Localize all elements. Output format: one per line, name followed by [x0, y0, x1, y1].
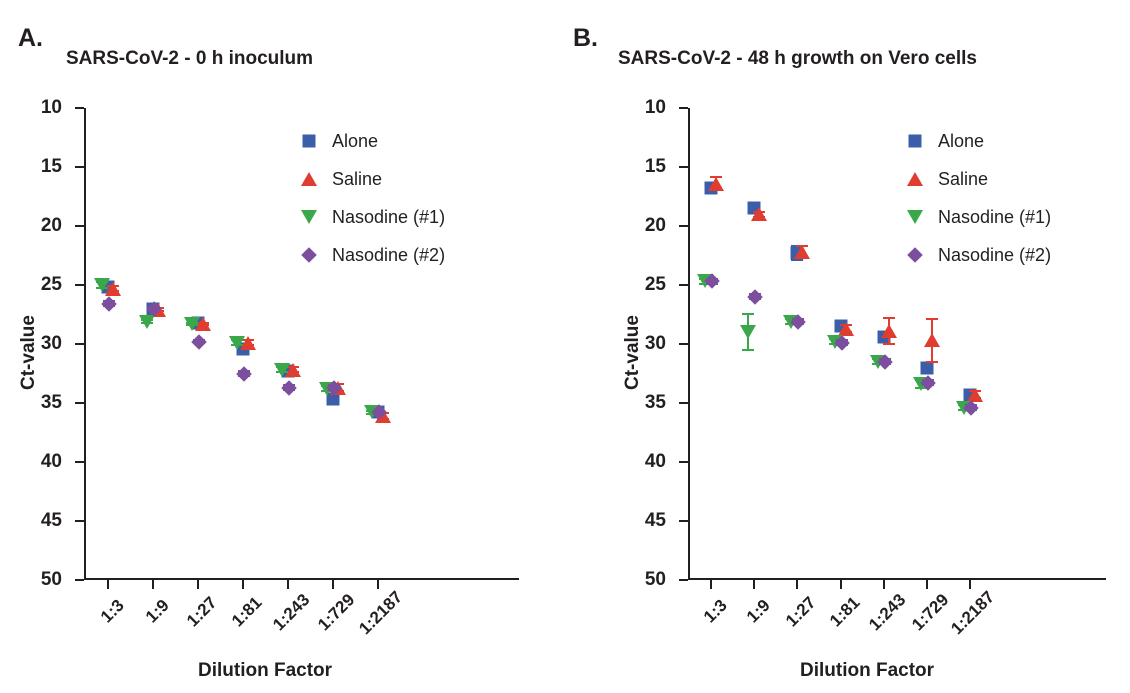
y-axis-tick — [40, 97, 84, 118]
y-axis-tick-label: 15 — [40, 156, 62, 177]
x-axis-tick-label: 1:2187 — [354, 587, 406, 639]
y-axis-tick — [644, 392, 688, 413]
x-axis-tick — [825, 580, 864, 631]
legend-item — [904, 122, 1051, 160]
x-axis-tick — [947, 580, 999, 639]
data-point-marker — [301, 247, 317, 263]
panel-a-y-axis — [84, 108, 86, 580]
data-point-marker — [747, 289, 763, 305]
x-axis-tick-label: 1:3 — [699, 595, 731, 627]
error-bar-cap — [883, 317, 895, 319]
y-axis-tick — [644, 274, 688, 295]
legend-square-icon — [904, 130, 926, 152]
data-point-marker — [101, 296, 117, 312]
data-point-marker — [907, 247, 923, 263]
panel-a-legend — [298, 122, 445, 274]
panel-b — [565, 0, 1130, 693]
y-axis-tick-label: 40 — [644, 451, 666, 472]
panel-b-y-axis-label: Ct-value — [622, 315, 643, 390]
legend-triangle-down-icon — [298, 206, 320, 228]
data-point-marker — [907, 172, 923, 186]
panel-a-letter: A. — [18, 24, 43, 52]
y-axis-tick-label: 15 — [644, 156, 666, 177]
panel-b-title: SARS-CoV-2 - 48 h growth on Vero cells — [618, 48, 977, 69]
legend-diamond-icon — [904, 244, 926, 266]
legend-square-icon — [298, 130, 320, 152]
panel-b-y-axis — [688, 108, 690, 580]
panel-b-letter: B. — [573, 24, 598, 52]
data-point-marker — [281, 380, 297, 396]
legend-item — [298, 122, 445, 160]
x-axis-tick — [182, 580, 221, 631]
data-point-marker — [229, 336, 245, 350]
y-axis-tick — [40, 274, 84, 295]
y-axis-tick — [40, 215, 84, 236]
error-bar-cap — [926, 318, 938, 320]
x-axis-tick-label: 1:243 — [864, 590, 910, 635]
x-axis-tick-label: 1:729 — [908, 590, 953, 635]
legend-item — [904, 160, 1051, 198]
y-axis-tick-label: 45 — [644, 510, 666, 531]
y-axis-tick-label: 45 — [40, 510, 62, 531]
y-axis-tick-label: 10 — [40, 97, 62, 118]
panel-b-legend — [904, 122, 1051, 274]
data-point-marker — [909, 135, 922, 148]
legend-diamond-icon — [298, 244, 320, 266]
x-axis-tick-label: 1:9 — [141, 595, 173, 627]
legend-item-label: Nasodine (#2) — [332, 244, 446, 265]
error-bar-cap — [926, 361, 938, 363]
legend-item-label: Saline — [332, 168, 383, 189]
legend-item-label: Nasodine (#2) — [938, 244, 1052, 265]
data-point-marker — [139, 315, 155, 329]
legend-item — [904, 236, 1051, 274]
data-point-marker — [301, 172, 317, 186]
data-point-marker — [708, 177, 724, 191]
x-axis-tick — [908, 580, 953, 635]
x-axis-tick — [313, 580, 359, 635]
x-axis-tick-label: 1:27 — [782, 592, 820, 631]
legend-triangle-down-icon — [904, 206, 926, 228]
y-axis-tick-label: 50 — [40, 569, 62, 590]
y-axis-tick-label: 35 — [40, 392, 62, 413]
y-axis-tick — [40, 510, 84, 531]
panel-b-x-axis-label: Dilution Factor — [800, 660, 935, 681]
x-axis-tick — [96, 580, 128, 627]
panel-b-x-axis — [688, 578, 1106, 580]
legend-item — [298, 198, 445, 236]
panel-a-y-axis-label: Ct-value — [18, 315, 39, 390]
legend-item — [298, 236, 445, 274]
x-axis-tick-label: 1:81 — [227, 592, 266, 631]
data-point-marker — [191, 334, 207, 350]
data-point-marker — [920, 361, 933, 374]
data-point-marker — [184, 317, 200, 331]
legend-item-label: Nasodine (#1) — [938, 206, 1052, 227]
data-point-marker — [838, 322, 854, 336]
x-axis-tick — [141, 580, 173, 627]
y-axis-tick — [644, 569, 688, 590]
y-axis-tick-label: 30 — [644, 333, 666, 354]
data-point-marker — [751, 207, 767, 221]
y-axis-tick-label: 35 — [644, 392, 666, 413]
x-axis-tick-label: 1:729 — [313, 590, 359, 635]
y-axis-tick — [40, 333, 84, 354]
y-axis-tick-label: 40 — [40, 451, 62, 472]
data-point-marker — [967, 388, 983, 402]
y-axis-tick — [644, 333, 688, 354]
y-axis-tick-label: 50 — [644, 569, 666, 590]
x-axis-tick-label: 1:3 — [96, 595, 128, 627]
y-axis-tick — [644, 215, 688, 236]
y-axis-tick — [40, 569, 84, 590]
data-point-marker — [94, 278, 110, 292]
y-axis-tick-label: 20 — [644, 215, 666, 236]
y-axis-tick — [644, 451, 688, 472]
error-bar-cap — [883, 343, 895, 345]
panel-a-x-axis — [84, 578, 519, 580]
y-axis-tick — [644, 156, 688, 177]
legend-item — [298, 160, 445, 198]
x-axis-tick — [743, 580, 774, 627]
legend-triangle-up-icon — [904, 168, 926, 190]
x-axis-tick-label: 1:27 — [182, 592, 221, 631]
y-axis-tick — [40, 451, 84, 472]
y-axis-tick-label: 25 — [40, 274, 62, 295]
panel-a-x-axis-label: Dilution Factor — [198, 660, 333, 681]
data-point-marker — [907, 210, 923, 224]
y-axis-tick-label: 20 — [40, 215, 62, 236]
x-axis-tick — [699, 580, 731, 627]
y-axis-tick — [644, 97, 688, 118]
y-axis-tick-label: 25 — [644, 274, 666, 295]
x-axis-tick — [354, 580, 406, 639]
x-axis-tick — [268, 580, 314, 635]
legend-item — [904, 198, 1051, 236]
data-point-marker — [794, 245, 810, 259]
data-point-marker — [301, 210, 317, 224]
data-point-marker — [881, 324, 897, 338]
error-bar-cap — [742, 349, 754, 351]
x-axis-tick — [782, 580, 820, 631]
data-point-marker — [740, 325, 756, 339]
data-point-marker — [924, 333, 940, 347]
x-axis-tick — [864, 580, 910, 635]
panel-a-title: SARS-CoV-2 - 0 h inoculum — [66, 48, 314, 69]
x-axis-tick-label: 1:2187 — [947, 587, 999, 639]
error-bar-cap — [791, 259, 803, 261]
legend-item-label: Alone — [938, 130, 985, 151]
y-axis-tick-label: 30 — [40, 333, 62, 354]
error-bar-cap — [742, 313, 754, 315]
y-axis-tick — [40, 392, 84, 413]
y-axis-tick-label: 10 — [644, 97, 666, 118]
data-point-marker — [274, 363, 290, 377]
data-point-marker — [303, 135, 316, 148]
legend-item-label: Alone — [332, 130, 379, 151]
legend-item-label: Saline — [938, 168, 989, 189]
x-axis-tick — [227, 580, 266, 631]
y-axis-tick — [40, 156, 84, 177]
legend-item-label: Nasodine (#1) — [332, 206, 446, 227]
data-point-marker — [236, 366, 252, 382]
x-axis-tick-label: 1:81 — [825, 592, 864, 631]
x-axis-tick-label: 1:9 — [743, 595, 774, 627]
y-axis-tick — [644, 510, 688, 531]
x-axis-tick-label: 1:243 — [268, 590, 314, 635]
legend-triangle-up-icon — [298, 168, 320, 190]
